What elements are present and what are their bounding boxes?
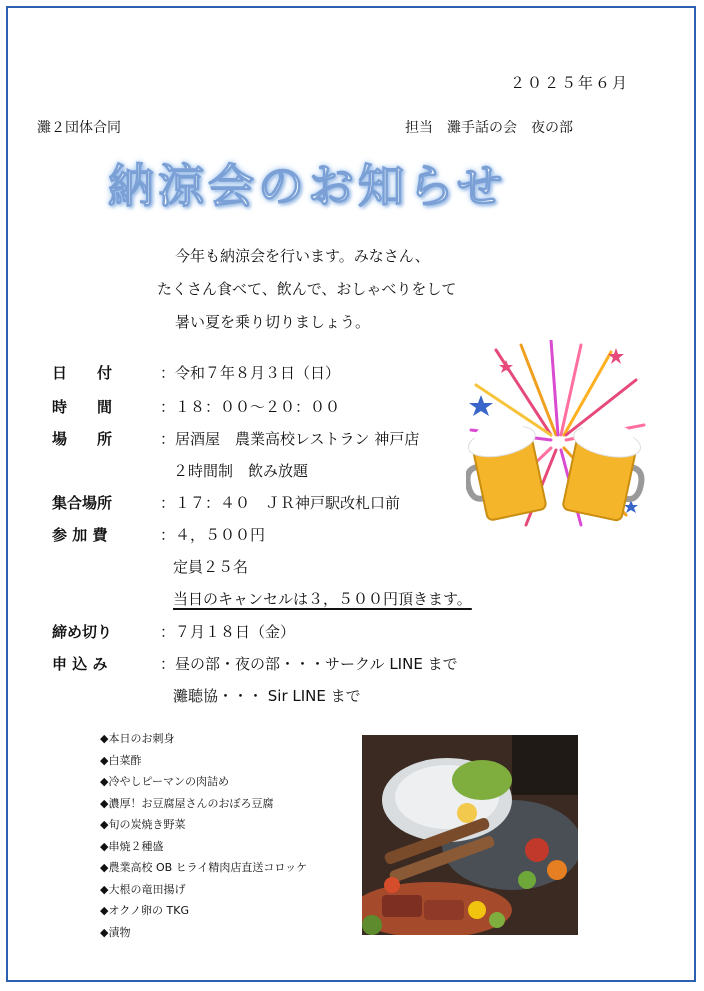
menu-item: ◆オクノ卵の TKG: [100, 904, 189, 917]
place-note: ２時間制 飲み放題: [173, 462, 309, 480]
capacity: 定員２５名: [173, 558, 249, 576]
fee-label: 参 加 費: [52, 526, 108, 544]
menu-item: ◆串焼２種盛: [100, 840, 164, 853]
time-label: 時 間: [52, 398, 113, 416]
cancel-note: 当日のキャンセルは３，５００円頂きます。: [173, 590, 472, 608]
place-label: 場 所: [52, 430, 113, 448]
beer-mug-left: [466, 415, 551, 524]
intro-line-2: たくさん食べて、飲んで、おしゃべりをして: [157, 280, 457, 298]
deadline-label: 締め切り: [52, 623, 113, 641]
menu-item: ◆本日のお刺身: [100, 732, 175, 745]
issue-date: ２０２５年６月: [510, 74, 630, 92]
intro-line-3: 暑い夏を乗り切りましょう。: [175, 313, 371, 331]
apply-value: ：昼の部・夜の部・・・サークル LINE まで: [160, 655, 458, 673]
menu-item: ◆冷やしピーマンの肉詰め: [100, 775, 230, 788]
in-charge: 担当 灘手話の会 夜の部: [405, 120, 573, 136]
time-value: ：１８：００～２０：００: [160, 398, 341, 416]
fee-value: ：４，５００円: [160, 526, 266, 544]
menu-item: ◆白菜酢: [100, 754, 142, 767]
menu-item: ◆大根の竜田揚げ: [100, 883, 186, 896]
menu-item: ◆農業高校 OB ヒライ精肉店直送コロッケ: [100, 861, 308, 874]
apply-value-2: 灘聴協・・・ Sir LINE まで: [173, 687, 361, 705]
menu-item: ◆漬物: [100, 926, 131, 939]
star-icon: [469, 395, 493, 416]
food-photo: [362, 735, 578, 935]
intro-line-1: 今年も納涼会を行います。みなさん、: [175, 247, 430, 265]
menu-item: ◆濃厚！お豆腐屋さんのおぼろ豆腐: [100, 797, 274, 810]
date-label: 日 付: [52, 364, 113, 382]
place-value: ：居酒屋 農業高校レストラン 神戸店: [160, 430, 420, 448]
date-value: ：令和７年８月３日（日）: [160, 364, 341, 382]
apply-label: 申 込 み: [52, 655, 108, 673]
page-title: 納涼会のお知らせ: [108, 159, 507, 213]
menu-item: ◆旬の炭焼き野菜: [100, 818, 186, 831]
meeting-place-value: ：１７：４０ ＪＲ神戸駅改札口前: [160, 494, 401, 512]
beer-toast-illustration: [466, 340, 646, 530]
deadline-value: ：７月１８日（金）: [160, 623, 296, 641]
meeting-place-label: 集合場所: [52, 494, 113, 512]
organizer: 灘２団体合同: [37, 120, 121, 136]
